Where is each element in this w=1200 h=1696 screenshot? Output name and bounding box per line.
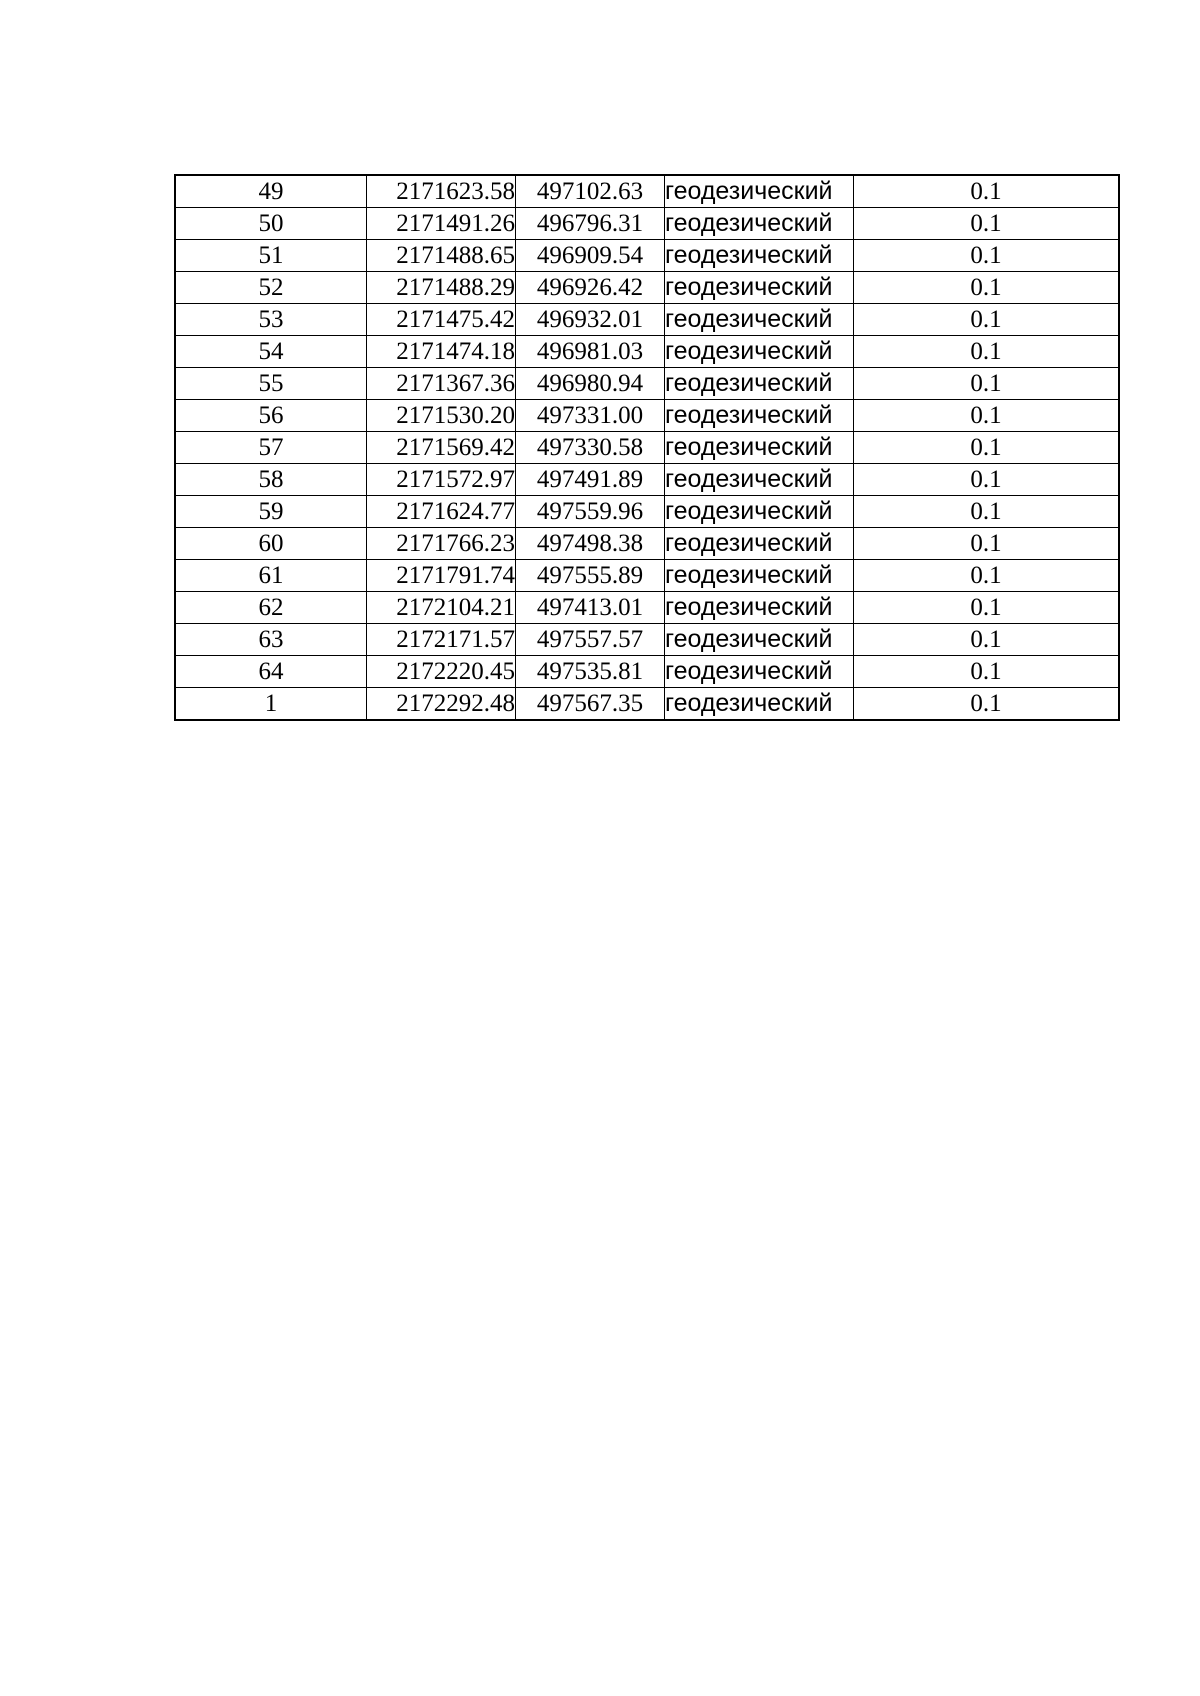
y-coordinate-cell: 497535.81 — [516, 656, 665, 688]
table-row — [175, 304, 1119, 336]
method-cell: геодезический — [665, 656, 854, 688]
accuracy-cell: 0.1 — [854, 400, 1120, 432]
method-cell: геодезический — [665, 336, 854, 368]
accuracy-cell: 0.1 — [854, 496, 1120, 528]
accuracy-cell: 0.1 — [854, 336, 1120, 368]
point-number-cell: 56 — [175, 400, 367, 432]
point-number-cell: 64 — [175, 656, 367, 688]
y-coordinate-cell: 497559.96 — [516, 496, 665, 528]
method-cell: геодезический — [665, 624, 854, 656]
coordinates-table — [174, 174, 1120, 721]
table-row — [175, 368, 1119, 400]
x-coordinate-cell: 2171488.29 — [367, 272, 516, 304]
point-number-cell: 60 — [175, 528, 367, 560]
accuracy-cell: 0.1 — [854, 592, 1120, 624]
y-coordinate-cell: 497555.89 — [516, 560, 665, 592]
method-cell: геодезический — [665, 240, 854, 272]
y-coordinate-cell: 497567.35 — [516, 688, 665, 721]
accuracy-cell: 0.1 — [854, 560, 1120, 592]
point-number-cell: 52 — [175, 272, 367, 304]
accuracy-cell: 0.1 — [854, 208, 1120, 240]
table-row — [175, 208, 1119, 240]
accuracy-cell: 0.1 — [854, 175, 1120, 208]
point-number-cell: 54 — [175, 336, 367, 368]
x-coordinate-cell: 2171791.74 — [367, 560, 516, 592]
method-cell: геодезический — [665, 304, 854, 336]
y-coordinate-cell: 496909.54 — [516, 240, 665, 272]
accuracy-cell: 0.1 — [854, 304, 1120, 336]
x-coordinate-cell: 2172220.45 — [367, 656, 516, 688]
table-row — [175, 656, 1119, 688]
method-cell: геодезический — [665, 272, 854, 304]
method-cell: геодезический — [665, 528, 854, 560]
table-row — [175, 560, 1119, 592]
y-coordinate-cell: 497330.58 — [516, 432, 665, 464]
y-coordinate-cell: 497498.38 — [516, 528, 665, 560]
y-coordinate-cell: 497413.01 — [516, 592, 665, 624]
point-number-cell: 1 — [175, 688, 367, 721]
y-coordinate-cell: 497102.63 — [516, 175, 665, 208]
table-row — [175, 240, 1119, 272]
method-cell: геодезический — [665, 208, 854, 240]
table-row — [175, 624, 1119, 656]
point-number-cell: 57 — [175, 432, 367, 464]
x-coordinate-cell: 2171491.26 — [367, 208, 516, 240]
table-row — [175, 528, 1119, 560]
table-row — [175, 464, 1119, 496]
accuracy-cell: 0.1 — [854, 272, 1120, 304]
table-row — [175, 688, 1119, 721]
y-coordinate-cell: 496932.01 — [516, 304, 665, 336]
accuracy-cell: 0.1 — [854, 528, 1120, 560]
x-coordinate-cell: 2171488.65 — [367, 240, 516, 272]
y-coordinate-cell: 496926.42 — [516, 272, 665, 304]
table-row — [175, 432, 1119, 464]
table-row — [175, 336, 1119, 368]
point-number-cell: 63 — [175, 624, 367, 656]
x-coordinate-cell: 2172104.21 — [367, 592, 516, 624]
point-number-cell: 49 — [175, 175, 367, 208]
y-coordinate-cell: 497557.57 — [516, 624, 665, 656]
point-number-cell: 58 — [175, 464, 367, 496]
method-cell: геодезический — [665, 368, 854, 400]
table-row — [175, 272, 1119, 304]
accuracy-cell: 0.1 — [854, 688, 1120, 721]
method-cell: геодезический — [665, 496, 854, 528]
point-number-cell: 61 — [175, 560, 367, 592]
point-number-cell: 51 — [175, 240, 367, 272]
method-cell: геодезический — [665, 688, 854, 721]
x-coordinate-cell: 2171367.36 — [367, 368, 516, 400]
accuracy-cell: 0.1 — [854, 624, 1120, 656]
method-cell: геодезический — [665, 560, 854, 592]
point-number-cell: 53 — [175, 304, 367, 336]
accuracy-cell: 0.1 — [854, 368, 1120, 400]
x-coordinate-cell: 2171623.58 — [367, 175, 516, 208]
x-coordinate-cell: 2172292.48 — [367, 688, 516, 721]
method-cell: геодезический — [665, 464, 854, 496]
table-row — [175, 592, 1119, 624]
table-row — [175, 175, 1119, 208]
point-number-cell: 55 — [175, 368, 367, 400]
x-coordinate-cell: 2171475.42 — [367, 304, 516, 336]
method-cell: геодезический — [665, 592, 854, 624]
method-cell: геодезический — [665, 175, 854, 208]
x-coordinate-cell: 2171624.77 — [367, 496, 516, 528]
point-number-cell: 50 — [175, 208, 367, 240]
y-coordinate-cell: 496980.94 — [516, 368, 665, 400]
accuracy-cell: 0.1 — [854, 464, 1120, 496]
method-cell: геодезический — [665, 432, 854, 464]
x-coordinate-cell: 2171766.23 — [367, 528, 516, 560]
point-number-cell: 62 — [175, 592, 367, 624]
x-coordinate-cell: 2171474.18 — [367, 336, 516, 368]
accuracy-cell: 0.1 — [854, 432, 1120, 464]
table-row — [175, 496, 1119, 528]
accuracy-cell: 0.1 — [854, 240, 1120, 272]
x-coordinate-cell: 2171569.42 — [367, 432, 516, 464]
y-coordinate-cell: 497331.00 — [516, 400, 665, 432]
method-cell: геодезический — [665, 400, 854, 432]
x-coordinate-cell: 2171572.97 — [367, 464, 516, 496]
y-coordinate-cell: 496796.31 — [516, 208, 665, 240]
y-coordinate-cell: 496981.03 — [516, 336, 665, 368]
accuracy-cell: 0.1 — [854, 656, 1120, 688]
table-row — [175, 400, 1119, 432]
point-number-cell: 59 — [175, 496, 367, 528]
x-coordinate-cell: 2171530.20 — [367, 400, 516, 432]
y-coordinate-cell: 497491.89 — [516, 464, 665, 496]
x-coordinate-cell: 2172171.57 — [367, 624, 516, 656]
